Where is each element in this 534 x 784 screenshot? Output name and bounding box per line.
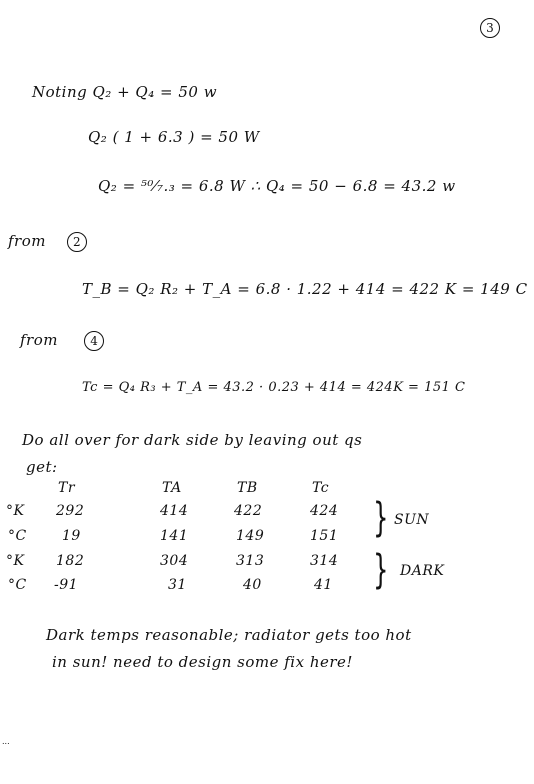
table-header: TA <box>162 480 182 496</box>
conclusion-line-2: in sun! need to design some fix here! <box>52 653 353 671</box>
table-cell: 314 <box>310 553 339 569</box>
equation-q2-solved: Q₂ = ⁵⁰⁄₇.₃ = 6.8 W ∴ Q₄ = 50 − 6.8 = 43.2 w <box>98 177 456 195</box>
dark-side-note: Do all over for dark side by leaving out qs <box>22 431 363 449</box>
table-header: Tc <box>312 480 330 496</box>
table-unit: °C <box>8 528 27 544</box>
brace-icon: } <box>373 547 389 593</box>
table-cell: 182 <box>56 553 85 569</box>
equation-ref-circle: 2 <box>67 232 87 252</box>
table-cell: 40 <box>243 577 262 593</box>
table-cell: -91 <box>54 577 79 593</box>
equation-tc: Tc = Q₄ R₃ + T_A = 43.2 · 0.23 + 414 = 424K = 151 C <box>82 380 466 395</box>
noting-line: Noting Q₂ + Q₄ = 50 w <box>32 83 218 101</box>
table-unit: °C <box>8 577 27 593</box>
table-cell: 41 <box>314 577 333 593</box>
table-cell: 313 <box>236 553 265 569</box>
group-label-sun: SUN <box>394 512 430 528</box>
table-unit: °K <box>6 553 25 569</box>
equation-ref-circle: 4 <box>84 331 104 351</box>
from-line-2 <box>20 331 104 351</box>
table-header: Tr <box>58 480 76 496</box>
equation-tb: T_B = Q₂ R₂ + T_A = 6.8 · 1.22 + 414 = 422 K = 149 C <box>82 280 528 298</box>
from-label: from <box>20 331 58 349</box>
table-cell: 424 <box>310 503 339 519</box>
table-header: TB <box>237 480 258 496</box>
table-cell: 422 <box>234 503 263 519</box>
equation-q2: Q₂ ( 1 + 6.3 ) = 50 W <box>88 128 260 146</box>
table-cell: 19 <box>62 528 81 544</box>
page-number: 3 <box>480 17 500 38</box>
from-line-1 <box>8 232 87 252</box>
table-cell: 31 <box>168 577 187 593</box>
table-cell: 414 <box>160 503 189 519</box>
table-cell: 141 <box>160 528 189 544</box>
conclusion-line-1: Dark temps reasonable; radiator gets too hot <box>46 626 412 644</box>
margin-mark: ... <box>2 737 10 746</box>
dark-side-note-2: get: <box>26 458 58 476</box>
from-label: from <box>8 232 46 250</box>
table-unit: °K <box>6 503 25 519</box>
table-cell: 304 <box>160 553 189 569</box>
group-label-dark: DARK <box>400 563 445 579</box>
brace-icon: } <box>373 495 389 541</box>
table-cell: 149 <box>236 528 265 544</box>
table-cell: 292 <box>56 503 85 519</box>
table-cell: 151 <box>310 528 339 544</box>
